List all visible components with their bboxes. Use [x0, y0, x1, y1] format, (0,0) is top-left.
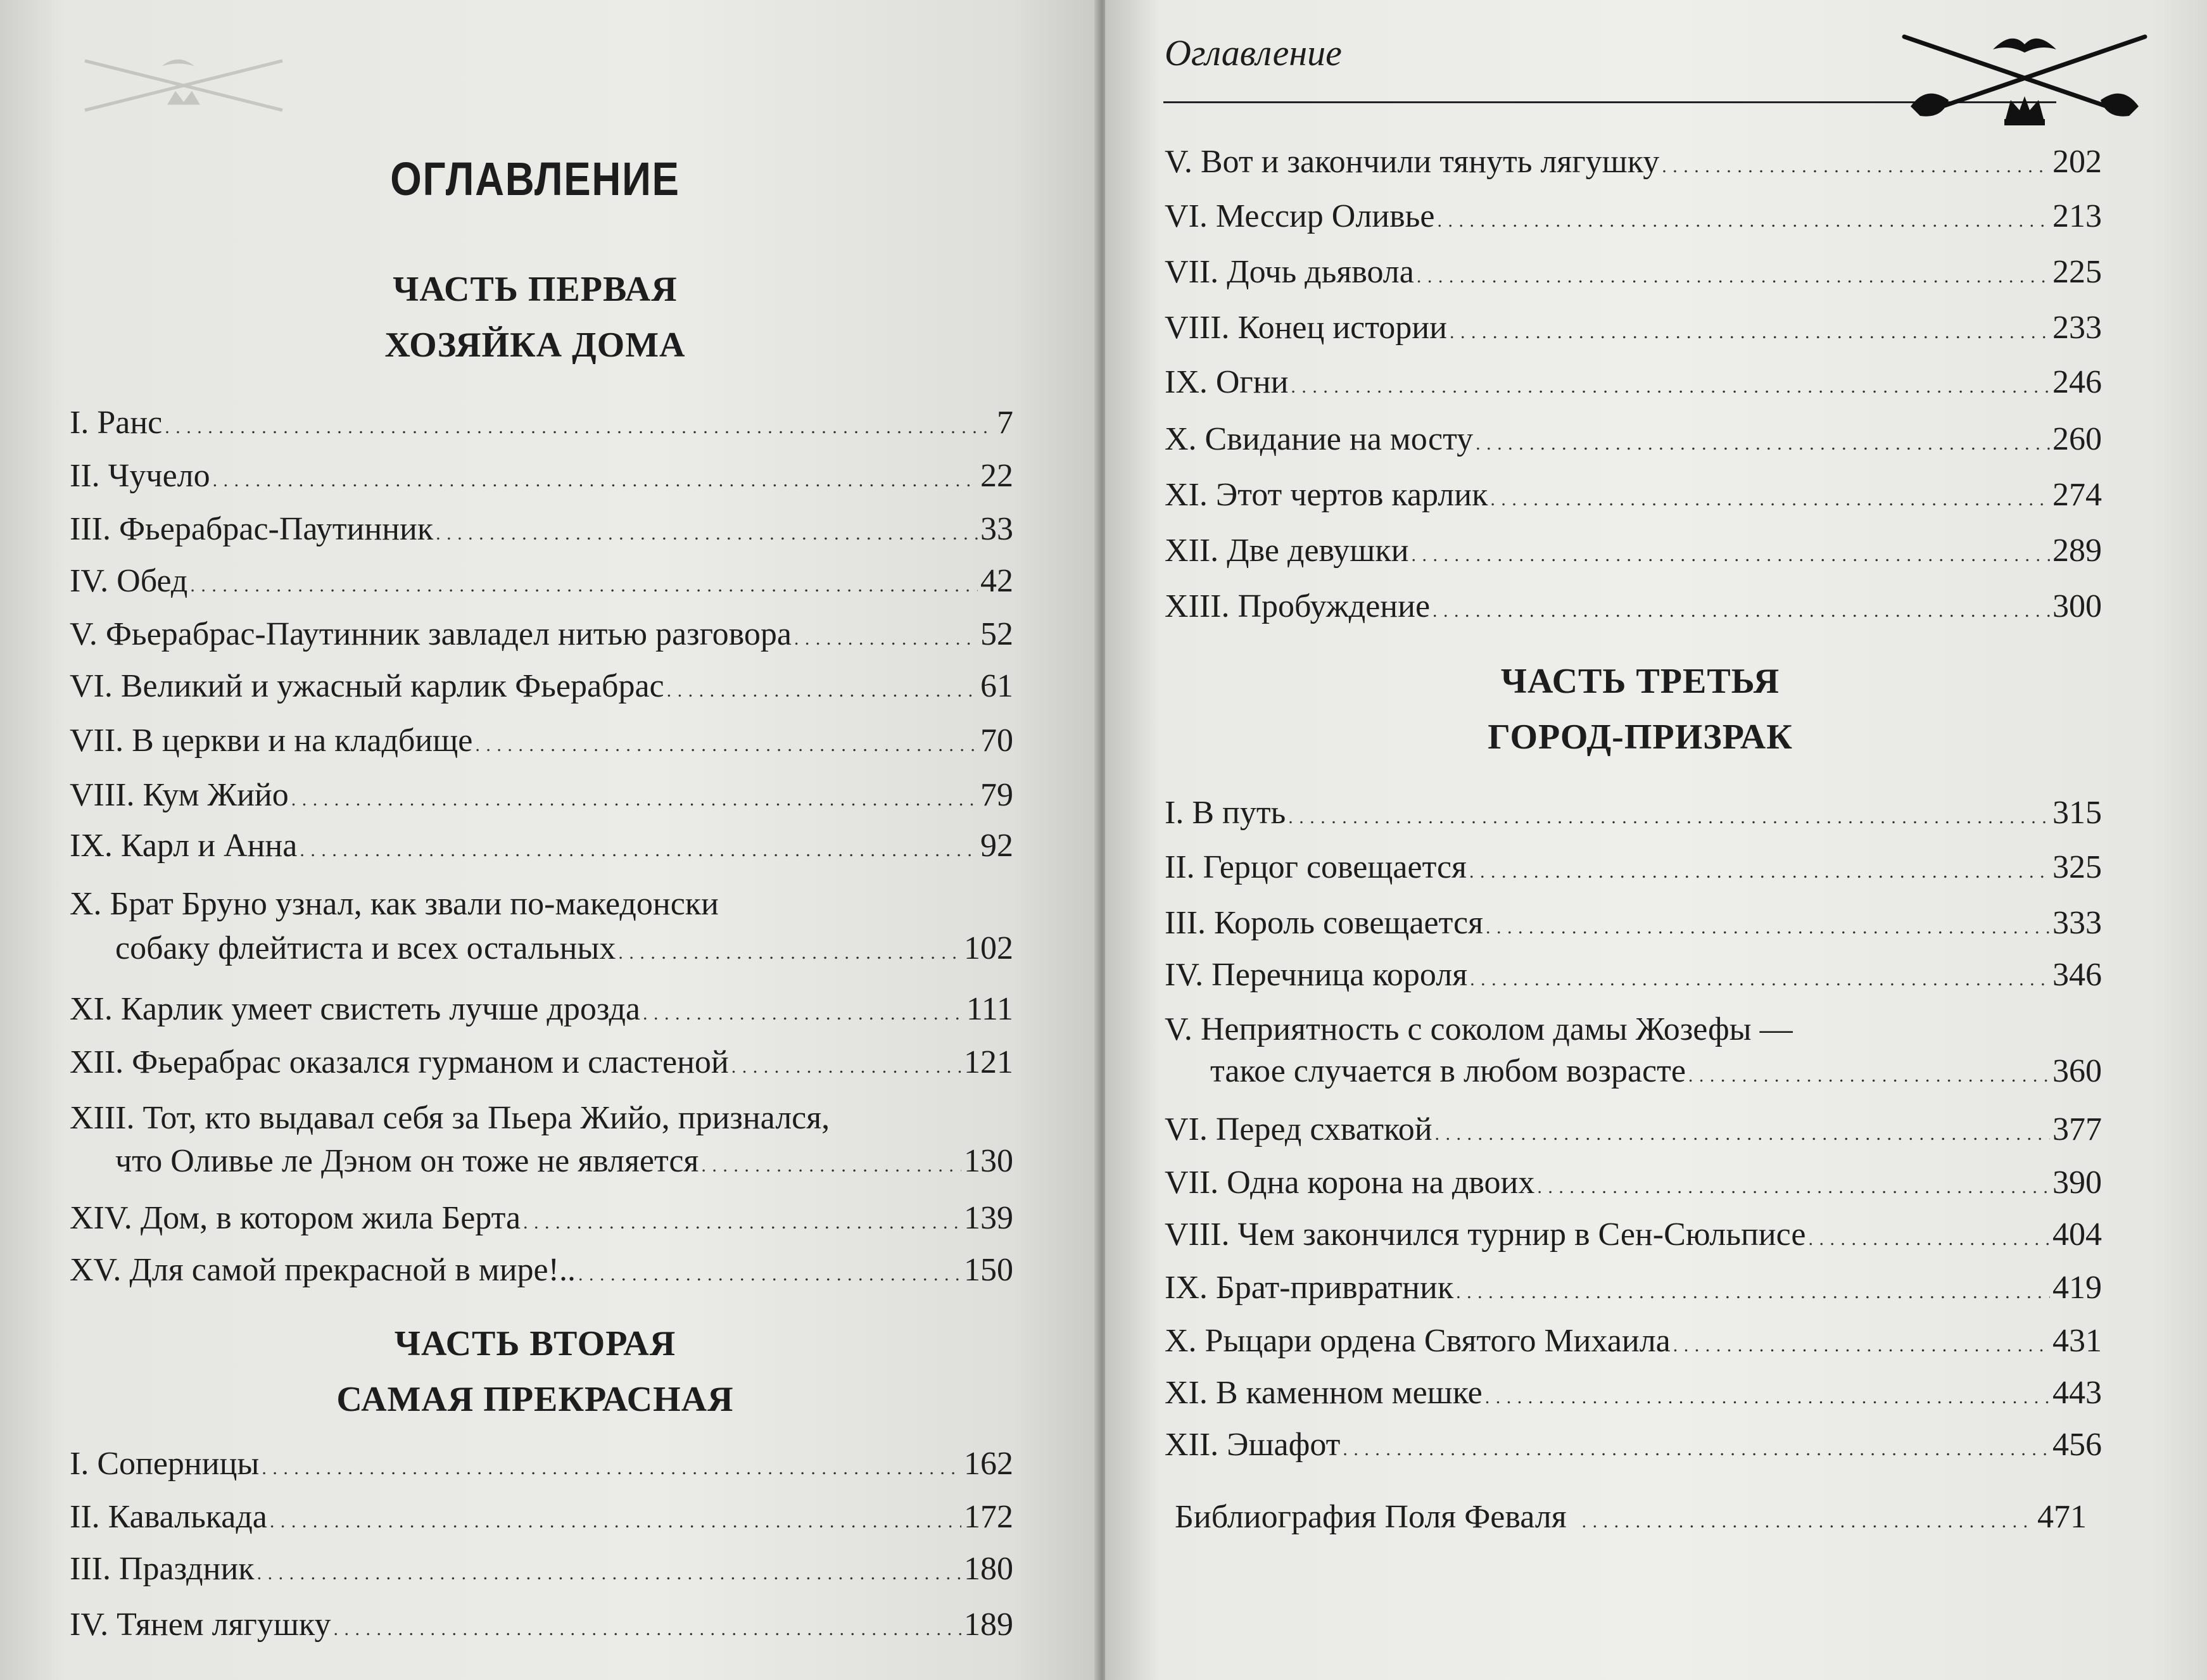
page-number: 274 [2052, 477, 2102, 513]
toc-entry[interactable]: VIII. Кум Жийо . . . 79 [70, 776, 1013, 819]
page-number: 377 [2052, 1111, 2102, 1147]
toc-entry[interactable]: XI. Карлик умеет свистеть лучше дрозда . . . 111 [70, 990, 1013, 1033]
toc-entry[interactable]: XIII. Тот, кто выдавал себя за Пьера Жийо, признался, что Оливье ле Дэном он тоже не является . . . 130 [70, 1099, 1013, 1185]
page-number: 233 [2052, 310, 2102, 346]
page-number: 111 [966, 991, 1013, 1027]
page-number: 22 [980, 458, 1013, 494]
toc-entry[interactable]: I. В путь . . . 315 [1165, 794, 2102, 837]
page-number: 443 [2052, 1375, 2102, 1411]
toc-entry[interactable]: II. Герцог совещается . . . 325 [1165, 849, 2102, 891]
toc-entry[interactable]: VI. Великий и ужасный карлик Фьерабрас . . . 61 [70, 667, 1013, 710]
part-two-heading [0, 1316, 1070, 1427]
toc-entry[interactable]: XIII. Пробуждение . . . 300 [1165, 588, 2102, 630]
crossed-swords-emblem-icon [1898, 24, 2151, 132]
page-number: 333 [2052, 905, 2102, 941]
page-number: 172 [964, 1499, 1013, 1535]
toc-entry[interactable]: V. Неприятность с соколом дамы Жозефы — такое случается в любом возрасте . . . 360 [1165, 1011, 2102, 1095]
page-number: 79 [980, 777, 1013, 813]
page-number: 390 [2052, 1165, 2102, 1201]
page-number: 121 [964, 1044, 1013, 1080]
page-number: 404 [2052, 1216, 2102, 1253]
page-number: 246 [2052, 364, 2102, 400]
toc-entry[interactable]: XII. Две девушки . . . 289 [1165, 532, 2102, 574]
part-two-label: ЧАСТЬ ВТОРАЯ [394, 1324, 676, 1363]
page-number: 52 [980, 616, 1013, 652]
toc-entry[interactable]: VIII. Чем закончился турнир в Сен-Сюльписе . . . 404 [1165, 1216, 2102, 1258]
running-head: Оглавление [1165, 32, 1342, 73]
toc-entry[interactable]: XV. Для самой прекрасной в мире!.. . . . 150 [70, 1251, 1013, 1294]
toc-entry[interactable]: VII. В церкви и на кладбище . . . 70 [70, 722, 1013, 764]
page-number: 139 [964, 1200, 1013, 1236]
toc-entry[interactable]: I. Соперницы . . . 162 [70, 1445, 1013, 1487]
right-page [1105, 0, 2207, 1680]
toc-entry[interactable]: VII. Одна корона на двоих . . . 390 [1165, 1164, 2102, 1206]
page-number: 325 [2052, 849, 2102, 885]
page-number: 431 [2052, 1323, 2102, 1359]
page-number: 346 [2052, 957, 2102, 993]
toc-entry[interactable]: X. Брат Бруно узнал, как звали по-македонски собаку флейтиста и всех остальных . . . 102 [70, 885, 1013, 972]
part-one-subtitle: ХОЗЯЙКА ДОМА [384, 325, 686, 365]
toc-entry[interactable]: II. Чучело . . . 22 [70, 457, 1013, 500]
toc-entry[interactable]: XI. Этот чертов карлик . . . 274 [1165, 476, 2102, 519]
toc-entry[interactable]: V. Вот и закончили тянуть лягушку . . . 202 [1165, 143, 2102, 186]
toc-entry[interactable]: VII. Дочь дьявола . . . 225 [1165, 253, 2102, 296]
toc-entry[interactable]: VI. Перед схваткой . . . 377 [1165, 1111, 2102, 1153]
page-number: 315 [2052, 795, 2102, 831]
toc-entry[interactable]: V. Фьерабрас-Паутинник завладел нитью разговора . . . 52 [70, 616, 1013, 658]
toc-entry[interactable]: VIII. Конец истории . . . 233 [1165, 309, 2102, 351]
page-number: 300 [2052, 588, 2102, 624]
toc-entry[interactable]: IX. Огни . . . 246 [1165, 363, 2102, 406]
toc-entry[interactable]: X. Свидание на мосту . . . 260 [1165, 420, 2102, 463]
toc-entry[interactable]: IV. Обед . . . 42 [70, 562, 1013, 605]
page-number: 471 [2037, 1499, 2087, 1535]
page-number: 130 [964, 1143, 1013, 1179]
page-number: 42 [980, 563, 1013, 599]
toc-entry[interactable]: III. Праздник . . . 180 [70, 1550, 1013, 1593]
bibliography-entry[interactable]: Библиография Поля Феваля . . . 471 [1175, 1498, 2087, 1541]
left-page [0, 0, 1099, 1680]
toc-entry[interactable]: XII. Эшафот . . . 456 [1165, 1426, 2102, 1468]
toc-entry[interactable]: III. Фьерабрас-Паутинник . . . 33 [70, 510, 1013, 553]
toc-entry[interactable]: II. Кавалькада . . . 172 [70, 1498, 1013, 1541]
page-number: 456 [2052, 1427, 2102, 1463]
toc-entry[interactable]: VI. Мессир Оливье . . . 213 [1165, 198, 2102, 240]
toc-entry[interactable]: IV. Тянем лягушку . . . 189 [70, 1606, 1013, 1648]
page-title: ОГЛАВЛЕНИЕ [390, 153, 680, 205]
toc-entry[interactable]: III. Король совещается . . . 333 [1165, 904, 2102, 947]
page-number: 61 [980, 668, 1013, 704]
page-number: 150 [964, 1252, 1013, 1288]
toc-entry[interactable]: IX. Брат-привратник . . . 419 [1165, 1269, 2102, 1311]
bleed-through-emblem-icon [70, 44, 298, 127]
toc-entry[interactable]: XI. В каменном мешке . . . 443 [1165, 1374, 2102, 1417]
part-one-heading [0, 262, 1070, 373]
page-number: 289 [2052, 533, 2102, 569]
toc-entry[interactable]: I. Ранс . . . 7 [70, 404, 1013, 446]
part-three-subtitle: ГОРОД-ПРИЗРАК [1488, 717, 1793, 757]
toc-entry[interactable]: IX. Карл и Анна . . . 92 [70, 827, 1013, 869]
page-number: 70 [980, 723, 1013, 759]
page-number: 360 [2052, 1053, 2102, 1089]
page-number: 189 [964, 1607, 1013, 1643]
page-number: 213 [2052, 198, 2102, 234]
page-number: 33 [980, 511, 1013, 547]
toc-entry[interactable]: IV. Перечница короля . . . 346 [1165, 956, 2102, 999]
page-number: 260 [2052, 421, 2102, 457]
page-number: 102 [964, 930, 1013, 966]
toc-entry[interactable]: XIV. Дом, в котором жила Берта . . . 139 [70, 1199, 1013, 1242]
part-three-heading [1105, 654, 2175, 765]
page-number: 202 [2052, 144, 2102, 180]
page-number: 180 [964, 1551, 1013, 1587]
part-two-subtitle: САМАЯ ПРЕКРАСНАЯ [336, 1380, 734, 1419]
page-number: 162 [964, 1446, 1013, 1482]
part-one-label: ЧАСТЬ ПЕРВАЯ [393, 270, 678, 309]
page-number: 419 [2052, 1270, 2102, 1306]
part-three-label: ЧАСТЬ ТРЕТЬЯ [1500, 662, 1780, 701]
page-number: 225 [2052, 254, 2102, 290]
page-number: 92 [980, 828, 1013, 864]
page-number: 7 [997, 405, 1013, 441]
toc-entry[interactable]: X. Рыцари ордена Святого Михаила . . . 431 [1165, 1322, 2102, 1365]
toc-entry[interactable]: XII. Фьерабрас оказался гурманом и сластеной . . . 121 [70, 1044, 1013, 1086]
